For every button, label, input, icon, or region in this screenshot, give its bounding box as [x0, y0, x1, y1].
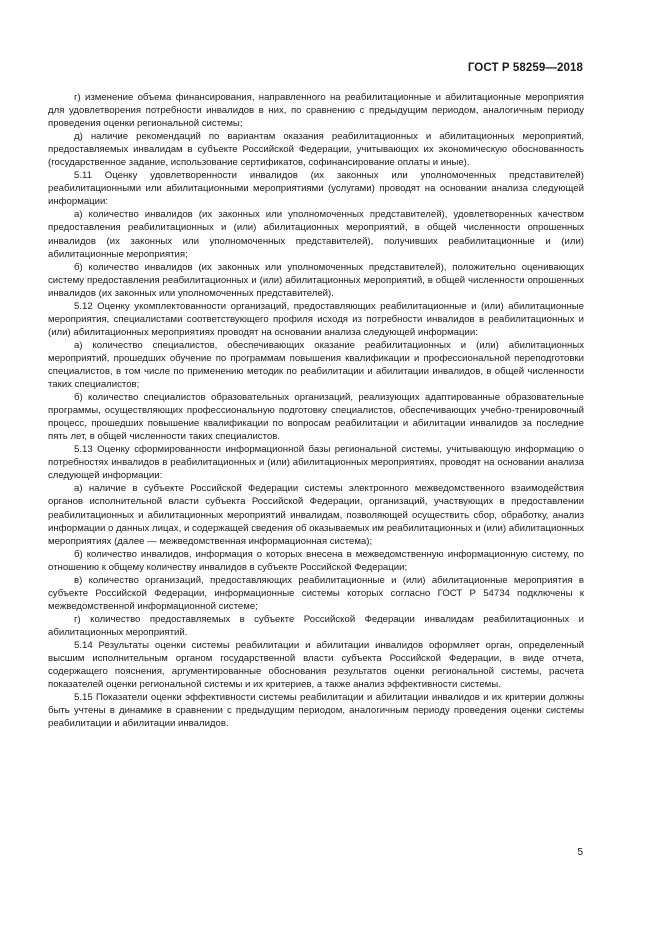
- paragraph-5-13-a: а) наличие в субъекте Российской Федерации системы электронного межведомственного взаимодействия органов исполнительной власти субъекта Российской Федерации, организаций, участвующих в предоставлении реабилитационных и абилитационных мероприятий инвалидам, позволяющей осуществить сбор, обработку, анализ информации о данных лицах, и содержащей сведения об оказываемых им реабилитационных и (или) абилитационных мероприятиях (далее — межведомственная информационная система);: [48, 483, 584, 547]
- paragraph-5-11: 5.11 Оценку удовлетворенности инвалидов (их законных или уполномоченных представителей) реабилитационными или абилитационными мероприятиями (услугами) проводят на основании анализа следующей информации:: [48, 170, 584, 208]
- document-body: [48, 91, 584, 730]
- paragraph-5-14: 5.14 Результаты оценки системы реабилитации и абилитации инвалидов оформляет орган, определенный высшим исполнительным органом государственной власти субъекта Российской Федерации, в виде отчета, содержащего пояснения, аргументированные обоснования результатов оценки региональной системы, расчета показателей оценки региональной системы и их критериев, а также анализ эффективности системы.: [48, 639, 584, 691]
- paragraph-5-15: 5.15 Показатели оценки эффективности системы реабилитации и абилитации инвалидов и их критерии должны быть учтены в динамике в сравнении с предыдущим периодом, аналогичным периоду проведения оценки системы реабилитации и абилитации инвалидов.: [48, 692, 584, 730]
- paragraph-5-13-g: г) количество предоставляемых в субъекте Российской Федерации инвалидам реабилитационных и абилитационных мероприятий.: [48, 613, 584, 638]
- paragraph-5-12-a: а) количество специалистов, обеспечивающих оказание реабилитационных и (или) абилитационных мероприятий, прошедших обучение по программам повышения квалификации и профессиональной переподготовки специалистов, в том числе по применению методик по реабилитации и абилитации инвалидов, в общей численности таких специалистов;: [48, 339, 584, 391]
- paragraph-5-13-b: б) количество инвалидов, информация о которых внесена в межведомственную информационную систему, по отношению к общему количеству инвалидов в субъекте Российской Федерации;: [48, 548, 584, 573]
- paragraph-5-13: 5.13 Оценку сформированности информационной базы региональной системы, учитывающую информацию о потребностях инвалидов в реабилитационных и (или) абилитационных мероприятиях, проводят на основании анализа следующей информации:: [48, 444, 584, 482]
- paragraph-5-12: 5.12 Оценку укомплектованности организаций, предоставляющих реабилитационные и (или) абилитационные мероприятия, специалистами соответствующего профиля исходя из потребности инвалидов в реабилитационных и (или) абилитационных мероприятиях проводят на основании анализа следующей информации:: [48, 300, 584, 338]
- paragraph-5-11-a: а) количество инвалидов (их законных или уполномоченных представителей), удовлетворенных качеством предоставления реабилитационных и (или) абилитационных мероприятий, в общей численности опрошенных инвалидов (их законных или уполномоченных представителей), получивших реабилитационные и (или) абилитационные мероприятия;: [48, 209, 584, 260]
- paragraph-item-d: д) наличие рекомендаций по вариантам оказания реабилитационных и абилитационных мероприятий, предоставляемых инвалидам в субъекте Российской Федерации, учитывающих их экономическую обоснованность (государственное задание, использование сертификатов, софинансирование оплаты и иные).: [48, 131, 584, 169]
- page-number: 5: [577, 847, 583, 858]
- paragraph-5-12-b: б) количество специалистов образовательных организаций, реализующих адаптированные образовательные программы, осуществляющих профессиональную подготовку специалистов, обеспечивающих учебно-тренировочный процесс, прошедших повышение квалификации по вопросам реабилитации и абилитации инвалидов за последние пять лет, в общей численности таких специалистов.: [48, 392, 584, 443]
- paragraph-5-13-v: в) количество организаций, предоставляющих реабилитационные и (или) абилитационные мероприятия в субъекте Российской Федерации, информационные системы которых согласно ГОСТ Р 54734 подключены к межведомственной информационной системе;: [48, 574, 584, 612]
- paragraph-item-g: г) изменение объема финансирования, направленного на реабилитационные и абилитационные мероприятия для удовлетворения потребности инвалидов в них, по сравнению с предыдущим периодом, аналогичным периоду проведения оценки региональной системы;: [48, 92, 584, 130]
- standard-header: ГОСТ Р 58259—2018: [467, 62, 583, 74]
- paragraph-5-11-b: б) количество инвалидов (их законных или уполномоченных представителей), положительно оценивающих систему предоставления реабилитационных и (или) абилитационных мероприятий, в общей численности опрошенных инвалидов (их законных или уполномоченных представителей).: [48, 261, 584, 299]
